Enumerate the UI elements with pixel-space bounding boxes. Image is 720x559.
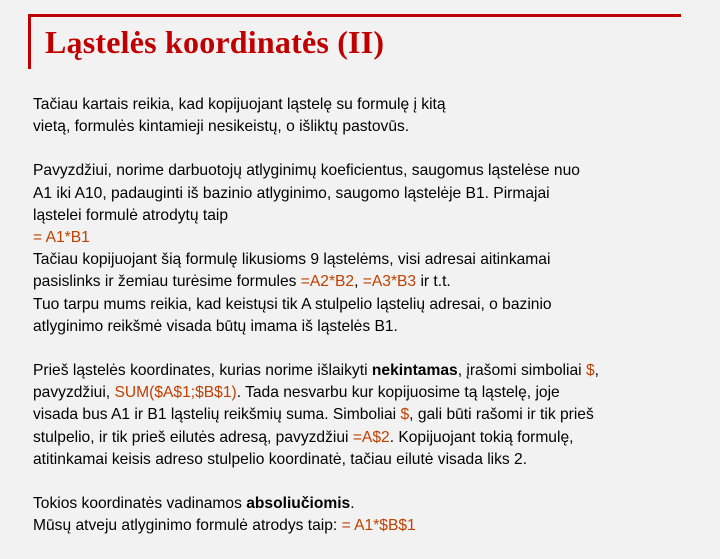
text-fragment: Prieš ląstelės koordinates, kurias norime išlaikyti (33, 362, 372, 380)
text-fragment: , gali būti rašomi ir tik prieš (409, 406, 594, 424)
text-fragment: . (350, 495, 355, 513)
text-line: Tačiau kopijuojant šią formulę likusioms 9 ląstelėms, visi adresai aitinkamai (33, 251, 551, 269)
text-line: atitinkamai keisis adreso stulpelio koordinatė, tačiau eilutė visada liks 2. (33, 450, 528, 468)
text-line: pasislinks ir žemiau turėsime formules (33, 273, 301, 291)
bold-term-nekintamas: nekintamas (371, 362, 458, 380)
text-fragment: . Tada nesvarbu kur kopijuosime tą ląstelę, joje (236, 384, 560, 402)
text-fragment: , (594, 362, 599, 380)
text-fragment: visada bus A1 ir B1 ląstelių reikšmių suma. Simboliai (33, 406, 401, 424)
bold-term-absoliuciomis: absoliučiomis (246, 495, 351, 513)
formula-sum: SUM($A$1;$B$1) (114, 384, 237, 402)
paragraph-absolute (33, 493, 703, 537)
paragraph-dollar-symbol (33, 360, 703, 471)
slide-body (33, 94, 703, 559)
page-title: Ląstelės koordinatės (II) (45, 24, 385, 60)
text-fragment: pavyzdžiui, (33, 384, 115, 402)
text-line: Pavyzdžiui, norime darbuotojų atlyginimų koeficientus, saugomus ląstelėse nuo (33, 162, 580, 180)
dollar-symbol: $ (585, 362, 595, 380)
text-line: atlyginimo reikšmė visada būtų imama iš ląstelės B1. (33, 317, 398, 335)
formula-absolute: = A1*$B$1 (341, 517, 416, 535)
text-line: A1 iki A10, padauginti iš bazinio atlyginimo, saugomo ląstelėje B1. Pirmajai (33, 184, 550, 202)
text-line: ląstelei formulė atrodytų taip (33, 206, 229, 224)
text-fragment: ir t.t. (416, 273, 451, 291)
text-fragment: . Kopijuojant tokią formulę, (389, 428, 574, 446)
dollar-symbol: $ (400, 406, 410, 424)
text-fragment: stulpelio, ir tik prieš eilutės adresą, pavyzdžiui (33, 428, 353, 446)
text-line: Tačiau kartais reikia, kad kopijuojant ląstelę su formulę į kitą (33, 96, 446, 113)
formula-a2-b2: =A2*B2 (300, 273, 355, 291)
paragraph-example (33, 160, 703, 338)
text-line: Tuo tarpu mums reikia, kad keistųsi tik A stulpelio ląstelių adresai, o bazinio (33, 295, 552, 313)
text-fragment: , įrašomi simboliai (457, 362, 586, 380)
text-fragment: Tokios koordinatės vadinamos (33, 495, 247, 513)
formula-relative: = A1*B1 (33, 229, 90, 247)
text-fragment: , (354, 273, 363, 291)
text-line: vietą, formulės kintamieji nesikeistų, o išliktų pastovūs. (33, 118, 410, 136)
formula-a3-b3: =A3*B3 (362, 273, 417, 291)
paragraph-intro (33, 94, 703, 138)
text-fragment: Mūsų atveju atlyginimo formulė atrodys taip: (33, 517, 342, 535)
formula-mixed: =A$2 (352, 428, 390, 446)
